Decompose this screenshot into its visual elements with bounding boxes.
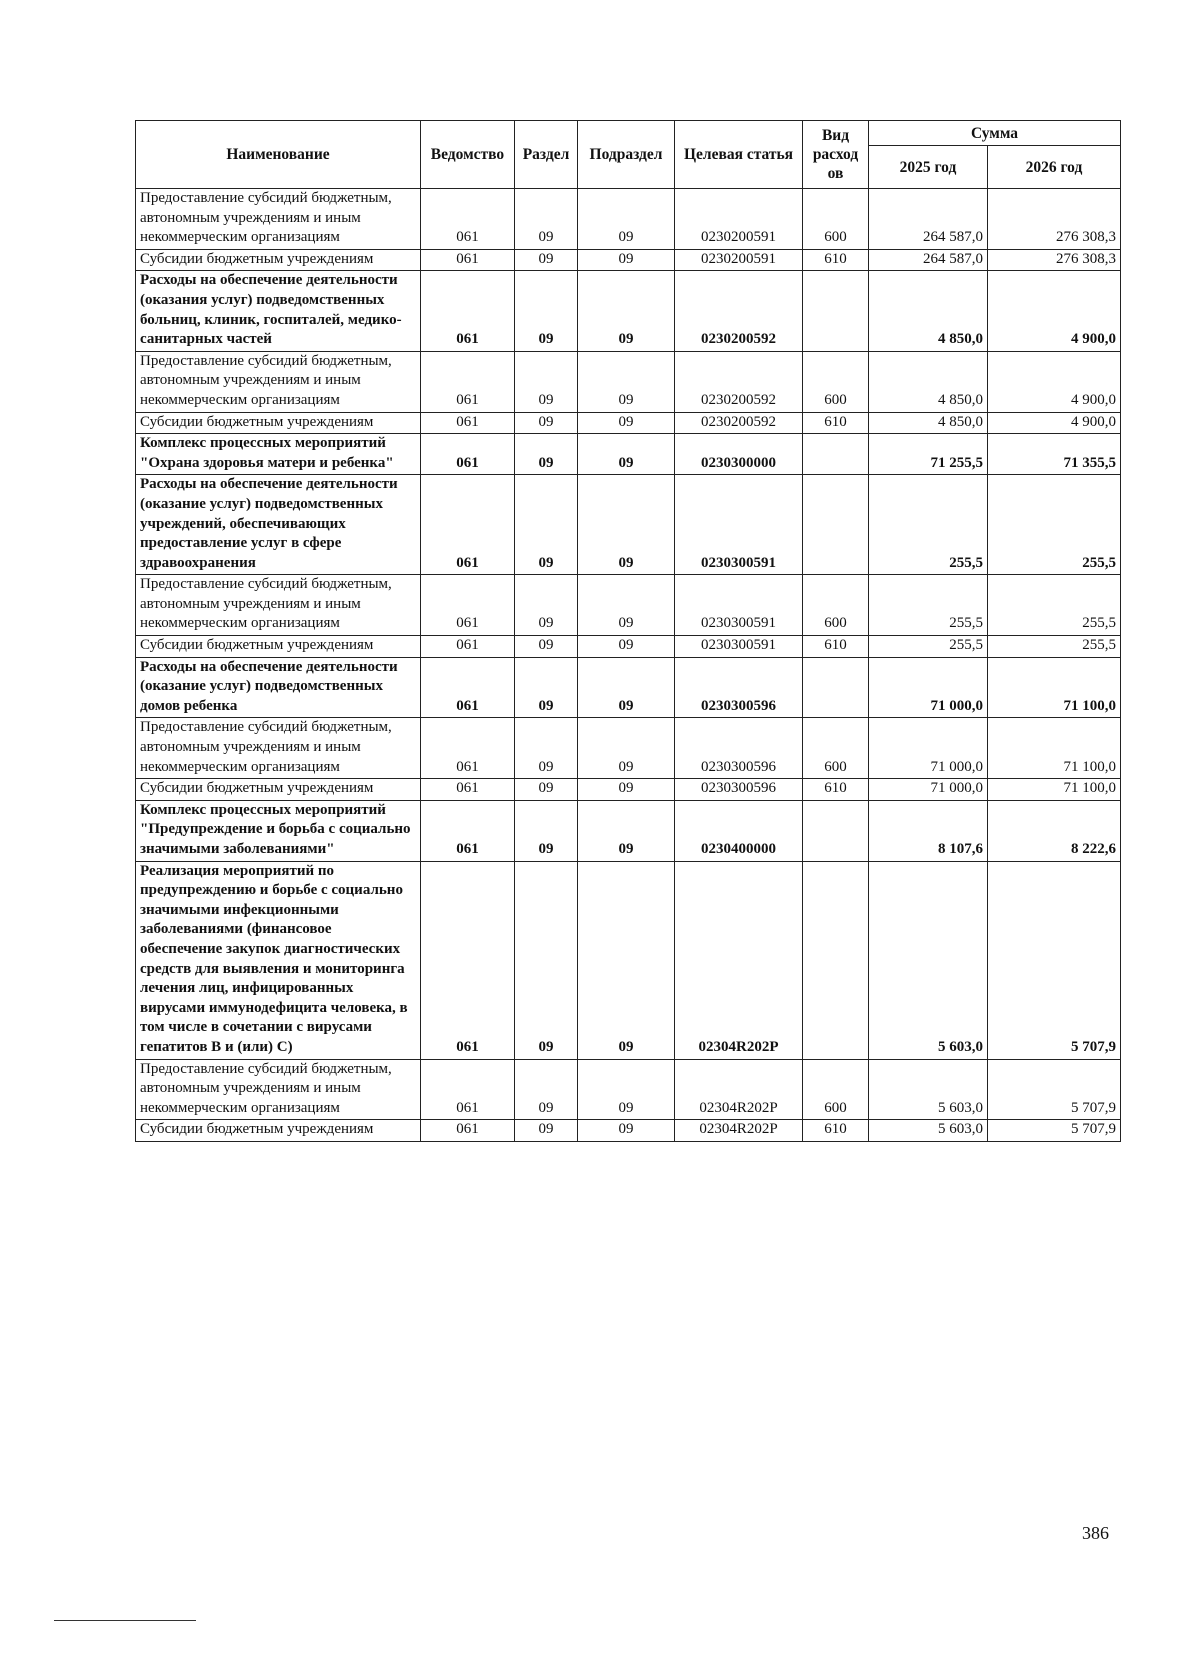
header-podrazdel: Подраздел bbox=[578, 121, 675, 189]
page-number: 386 bbox=[1082, 1523, 1109, 1543]
cell-name: Реализация мероприятий по предупреждению и борьбе с социально значимыми инфекционными заболеваниями (финансовое обеспечение закупок диагностических средств для выявления и мониторинга лечения лиц, инфицированных вирусами иммунодефицита человека, в том числе в сочетании с вирусами гепатитов В и (или) С) bbox=[136, 861, 421, 1059]
cell-celevaya-statya: 0230300596 bbox=[675, 718, 803, 779]
table-row bbox=[136, 657, 1121, 718]
table-row bbox=[136, 718, 1121, 779]
cell-celevaya-statya: 02304R202P bbox=[675, 1059, 803, 1120]
header-vedomstvo: Ведомство bbox=[421, 121, 515, 189]
cell-podrazdel: 09 bbox=[578, 779, 675, 801]
cell-vid-rashodov: 610 bbox=[803, 412, 869, 434]
budget-sheet bbox=[135, 120, 1120, 1142]
cell-vid-rashodov bbox=[803, 800, 869, 861]
cell-sum-2025: 255,5 bbox=[869, 636, 988, 658]
cell-name: Предоставление субсидий бюджетным, автономным учреждениям и иным некоммерческим организациям bbox=[136, 575, 421, 636]
cell-podrazdel: 09 bbox=[578, 351, 675, 412]
cell-name: Субсидии бюджетным учреждениям bbox=[136, 412, 421, 434]
cell-celevaya-statya: 0230400000 bbox=[675, 800, 803, 861]
cell-celevaya-statya: 0230300596 bbox=[675, 779, 803, 801]
cell-vedomstvo: 061 bbox=[421, 575, 515, 636]
cell-sum-2026: 71 100,0 bbox=[988, 779, 1121, 801]
cell-razdel: 09 bbox=[515, 249, 578, 271]
cell-vid-rashodov: 600 bbox=[803, 1059, 869, 1120]
table-row bbox=[136, 636, 1121, 658]
cell-celevaya-statya: 0230300000 bbox=[675, 434, 803, 475]
cell-celevaya-statya: 0230300596 bbox=[675, 657, 803, 718]
table-row bbox=[136, 475, 1121, 575]
cell-sum-2026: 4 900,0 bbox=[988, 271, 1121, 351]
cell-sum-2026: 5 707,9 bbox=[988, 1120, 1121, 1142]
cell-razdel: 09 bbox=[515, 861, 578, 1059]
cell-podrazdel: 09 bbox=[578, 800, 675, 861]
table-row bbox=[136, 271, 1121, 351]
cell-sum-2026: 4 900,0 bbox=[988, 351, 1121, 412]
cell-vid-rashodov: 600 bbox=[803, 351, 869, 412]
cell-razdel: 09 bbox=[515, 271, 578, 351]
cell-podrazdel: 09 bbox=[578, 718, 675, 779]
cell-vid-rashodov: 600 bbox=[803, 718, 869, 779]
cell-vid-rashodov bbox=[803, 475, 869, 575]
cell-name: Предоставление субсидий бюджетным, автономным учреждениям и иным некоммерческим организациям bbox=[136, 189, 421, 250]
cell-podrazdel: 09 bbox=[578, 189, 675, 250]
cell-podrazdel: 09 bbox=[578, 412, 675, 434]
cell-vid-rashodov: 610 bbox=[803, 249, 869, 271]
cell-celevaya-statya: 0230200592 bbox=[675, 412, 803, 434]
cell-vid-rashodov: 600 bbox=[803, 575, 869, 636]
cell-podrazdel: 09 bbox=[578, 636, 675, 658]
cell-vedomstvo: 061 bbox=[421, 779, 515, 801]
cell-name: Расходы на обеспечение деятельности (оказание услуг) подведомственных домов ребенка bbox=[136, 657, 421, 718]
cell-vedomstvo: 061 bbox=[421, 189, 515, 250]
cell-razdel: 09 bbox=[515, 779, 578, 801]
table-row bbox=[136, 800, 1121, 861]
cell-razdel: 09 bbox=[515, 575, 578, 636]
cell-sum-2025: 264 587,0 bbox=[869, 249, 988, 271]
cell-sum-2025: 71 000,0 bbox=[869, 779, 988, 801]
cell-sum-2026: 71 100,0 bbox=[988, 657, 1121, 718]
cell-vid-rashodov: 610 bbox=[803, 1120, 869, 1142]
cell-podrazdel: 09 bbox=[578, 1059, 675, 1120]
cell-podrazdel: 09 bbox=[578, 475, 675, 575]
cell-sum-2025: 71 255,5 bbox=[869, 434, 988, 475]
table-row bbox=[136, 351, 1121, 412]
cell-name: Субсидии бюджетным учреждениям bbox=[136, 1120, 421, 1142]
cell-podrazdel: 09 bbox=[578, 657, 675, 718]
header-summa: Сумма bbox=[869, 121, 1121, 146]
cell-name: Расходы на обеспечение деятельности (оказания услуг) подведомственных больниц, клиник, госпиталей, медико-санитарных частей bbox=[136, 271, 421, 351]
cell-razdel: 09 bbox=[515, 351, 578, 412]
cell-celevaya-statya: 0230200591 bbox=[675, 249, 803, 271]
cell-sum-2026: 255,5 bbox=[988, 575, 1121, 636]
cell-podrazdel: 09 bbox=[578, 575, 675, 636]
cell-name: Комплекс процессных мероприятий "Предупреждение и борьба с социально значимыми заболеваниями" bbox=[136, 800, 421, 861]
cell-podrazdel: 09 bbox=[578, 861, 675, 1059]
cell-sum-2026: 276 308,3 bbox=[988, 249, 1121, 271]
table-row bbox=[136, 1059, 1121, 1120]
cell-celevaya-statya: 02304R202P bbox=[675, 861, 803, 1059]
header-vid-rashodov: Вид расход ов bbox=[803, 121, 869, 189]
cell-vedomstvo: 061 bbox=[421, 800, 515, 861]
cell-celevaya-statya: 02304R202P bbox=[675, 1120, 803, 1142]
cell-vedomstvo: 061 bbox=[421, 249, 515, 271]
cell-sum-2026: 8 222,6 bbox=[988, 800, 1121, 861]
cell-vedomstvo: 061 bbox=[421, 718, 515, 779]
cell-vedomstvo: 061 bbox=[421, 1120, 515, 1142]
table-row bbox=[136, 434, 1121, 475]
cell-vedomstvo: 061 bbox=[421, 1059, 515, 1120]
cell-razdel: 09 bbox=[515, 1059, 578, 1120]
cell-razdel: 09 bbox=[515, 657, 578, 718]
header-2025: 2025 год bbox=[869, 146, 988, 189]
cell-name: Субсидии бюджетным учреждениям bbox=[136, 249, 421, 271]
cell-vedomstvo: 061 bbox=[421, 351, 515, 412]
header-name: Наименование bbox=[136, 121, 421, 189]
cell-sum-2026: 276 308,3 bbox=[988, 189, 1121, 250]
cell-sum-2025: 255,5 bbox=[869, 575, 988, 636]
cell-sum-2025: 4 850,0 bbox=[869, 412, 988, 434]
cell-vedomstvo: 061 bbox=[421, 434, 515, 475]
table-row bbox=[136, 861, 1121, 1059]
cell-sum-2025: 264 587,0 bbox=[869, 189, 988, 250]
cell-vid-rashodov bbox=[803, 271, 869, 351]
cell-vid-rashodov bbox=[803, 657, 869, 718]
header-razdel: Раздел bbox=[515, 121, 578, 189]
cell-razdel: 09 bbox=[515, 636, 578, 658]
table-body bbox=[136, 189, 1121, 1142]
cell-name: Предоставление субсидий бюджетным, автономным учреждениям и иным некоммерческим организациям bbox=[136, 718, 421, 779]
cell-vid-rashodov: 610 bbox=[803, 779, 869, 801]
table-row bbox=[136, 249, 1121, 271]
table-row bbox=[136, 412, 1121, 434]
cell-sum-2026: 255,5 bbox=[988, 636, 1121, 658]
cell-sum-2026: 71 100,0 bbox=[988, 718, 1121, 779]
cell-celevaya-statya: 0230200592 bbox=[675, 271, 803, 351]
cell-vid-rashodov: 600 bbox=[803, 189, 869, 250]
cell-celevaya-statya: 0230300591 bbox=[675, 636, 803, 658]
cell-sum-2026: 5 707,9 bbox=[988, 1059, 1121, 1120]
cell-razdel: 09 bbox=[515, 434, 578, 475]
cell-sum-2025: 4 850,0 bbox=[869, 271, 988, 351]
cell-name: Расходы на обеспечение деятельности (оказание услуг) подведомственных учреждений, обеспечивающих предоставление услуг в сфере здравоохранения bbox=[136, 475, 421, 575]
cell-sum-2025: 5 603,0 bbox=[869, 1120, 988, 1142]
cell-razdel: 09 bbox=[515, 189, 578, 250]
cell-celevaya-statya: 0230300591 bbox=[675, 475, 803, 575]
cell-vedomstvo: 061 bbox=[421, 657, 515, 718]
cell-name: Предоставление субсидий бюджетным, автономным учреждениям и иным некоммерческим организациям bbox=[136, 351, 421, 412]
cell-vedomstvo: 061 bbox=[421, 861, 515, 1059]
cell-vid-rashodov: 610 bbox=[803, 636, 869, 658]
cell-name: Предоставление субсидий бюджетным, автономным учреждениям и иным некоммерческим организациям bbox=[136, 1059, 421, 1120]
cell-razdel: 09 bbox=[515, 412, 578, 434]
cell-podrazdel: 09 bbox=[578, 434, 675, 475]
cell-sum-2025: 8 107,6 bbox=[869, 800, 988, 861]
cell-sum-2026: 71 355,5 bbox=[988, 434, 1121, 475]
cell-sum-2025: 71 000,0 bbox=[869, 718, 988, 779]
cell-sum-2025: 255,5 bbox=[869, 475, 988, 575]
cell-sum-2025: 5 603,0 bbox=[869, 1059, 988, 1120]
budget-table bbox=[135, 120, 1121, 1142]
cell-celevaya-statya: 0230300591 bbox=[675, 575, 803, 636]
footnote-separator-line bbox=[54, 1620, 196, 1621]
table-row bbox=[136, 1120, 1121, 1142]
cell-vedomstvo: 061 bbox=[421, 636, 515, 658]
cell-vid-rashodov bbox=[803, 434, 869, 475]
cell-celevaya-statya: 0230200591 bbox=[675, 189, 803, 250]
cell-podrazdel: 09 bbox=[578, 271, 675, 351]
cell-vedomstvo: 061 bbox=[421, 412, 515, 434]
cell-vedomstvo: 061 bbox=[421, 271, 515, 351]
cell-celevaya-statya: 0230200592 bbox=[675, 351, 803, 412]
cell-sum-2026: 4 900,0 bbox=[988, 412, 1121, 434]
header-celevaya-statya: Целевая статья bbox=[675, 121, 803, 189]
cell-sum-2026: 5 707,9 bbox=[988, 861, 1121, 1059]
cell-razdel: 09 bbox=[515, 475, 578, 575]
cell-podrazdel: 09 bbox=[578, 1120, 675, 1142]
cell-name: Субсидии бюджетным учреждениям bbox=[136, 636, 421, 658]
cell-vedomstvo: 061 bbox=[421, 475, 515, 575]
cell-sum-2025: 5 603,0 bbox=[869, 861, 988, 1059]
cell-vid-rashodov bbox=[803, 861, 869, 1059]
cell-podrazdel: 09 bbox=[578, 249, 675, 271]
cell-name: Субсидии бюджетным учреждениям bbox=[136, 779, 421, 801]
table-row bbox=[136, 575, 1121, 636]
table-row bbox=[136, 189, 1121, 250]
cell-sum-2026: 255,5 bbox=[988, 475, 1121, 575]
cell-name: Комплекс процессных мероприятий "Охрана здоровья матери и ребенка" bbox=[136, 434, 421, 475]
cell-razdel: 09 bbox=[515, 718, 578, 779]
table-row bbox=[136, 779, 1121, 801]
header-2026: 2026 год bbox=[988, 146, 1121, 189]
cell-razdel: 09 bbox=[515, 800, 578, 861]
cell-razdel: 09 bbox=[515, 1120, 578, 1142]
cell-sum-2025: 71 000,0 bbox=[869, 657, 988, 718]
cell-sum-2025: 4 850,0 bbox=[869, 351, 988, 412]
